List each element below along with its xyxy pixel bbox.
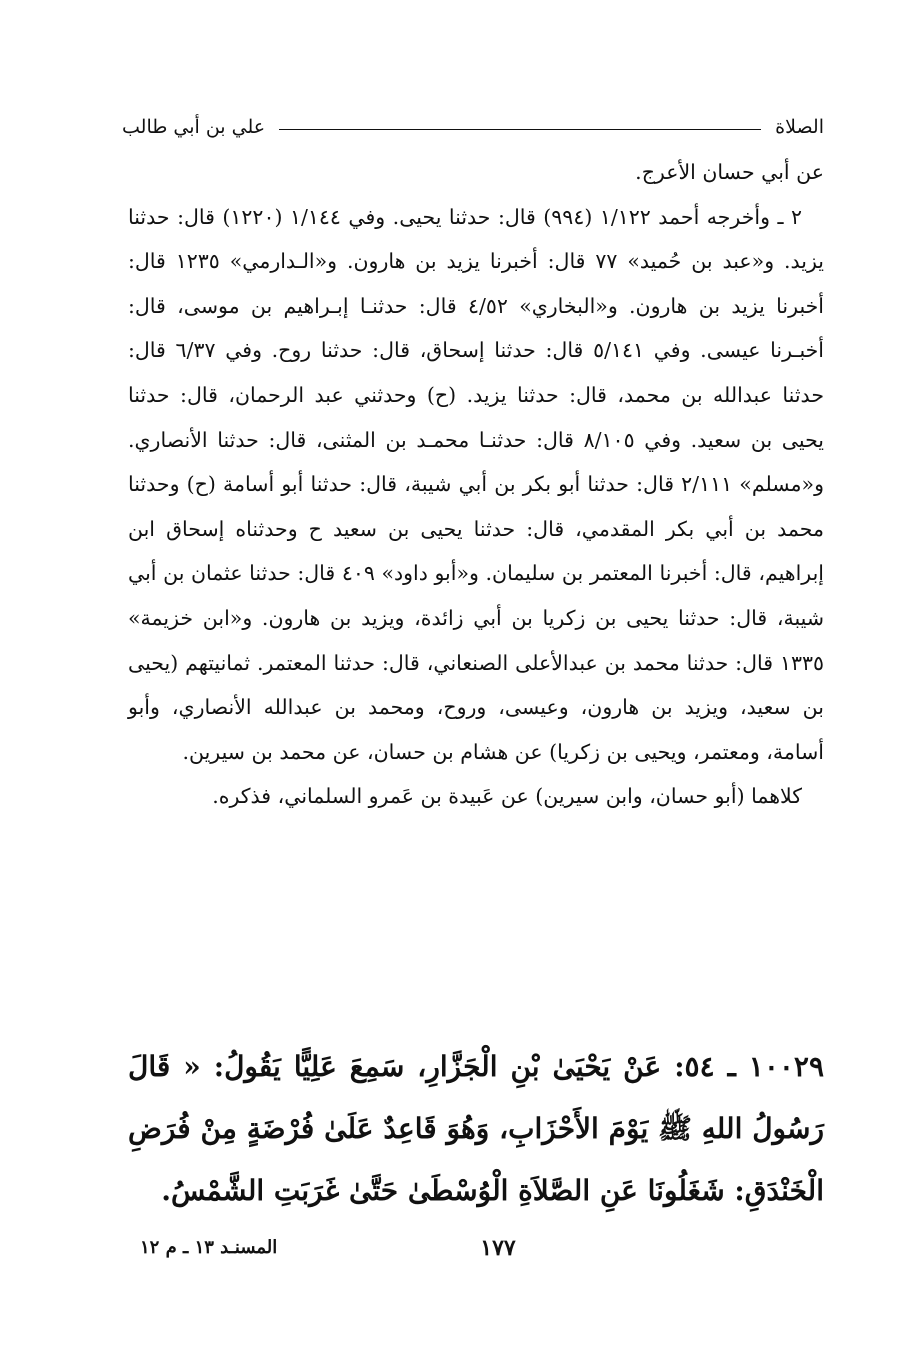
header-section-title: علي بن أبي طالب <box>122 116 266 138</box>
hadith-paragraph: ١٠٠٢٩ ـ ٥٤: عَنْ يَحْيَىٰ بْنِ الْجَزَّارِ، سَمِعَ عَلِيًّا يَقُولُ: « قَالَ رَسُولُ اللهِ ﷺ يَوْمَ الأَحْزَابِ، وَهُوَ قَاعِدٌ عَلَىٰ فُرْضَةٍ مِنْ فُرَضِ الْخَنْدَقِ: شَغَلُونَا عَنِ الصَّلاَةِ الْوُسْطَىٰ حَتَّىٰ غَرَبَتِ الشَّمْسُ. <box>128 1050 824 1207</box>
paragraph-3: كلاهما (أبو حسان، وابن سيرين) عن عَبيدة بن عَمرو السلماني، فذكره. <box>212 784 802 809</box>
body-text <box>128 150 824 819</box>
hadith-text <box>128 1036 824 1222</box>
running-header <box>122 112 824 142</box>
page-footer <box>140 1235 824 1275</box>
paragraph-1: عن أبي حسان الأعرج. <box>635 160 824 184</box>
paragraph-2: ٢ ـ وأخرجه أحمد ١/١٢٢ (٩٩٤) قال: حدثنا يحيى. وفي ١/١٤٤ (١٢٢٠) قال: حدثنا يزيد. و«عبد بن حُميد» ٧٧ قال: أخبرنا يزيد بن هارون. و«الـدارمي» ١٢٣٥ قال: أخبرنا يزيد بن هارون. و«البخاري» ٤/٥٢ قال: حدثنـا إبـراهيم بن موسى، قال: أخبـرنا عيسى. وفي ٥/١٤١ قال: حدثنا إسحاق، قال: حدثنا روح. وفي ٦/٣٧ قال: حدثنا عبدالله بن محمد، قال: حدثنا يزيد. (ح) وحدثني عبد الرحمان، قال: حدثنا يحيى بن سعيد. وفي ٨/١٠٥ قال: حدثنـا محمـد بن المثنى، قال: حدثنا الأنصاري. و«مسلم» ٢/١١١ قال: حدثنا أبو بكر بن أبي شيبة، قال: حدثنا أبو أسامة (ح) وحدثنا محمد بن أبي بكر المقدمي، قال: حدثنا يحيى بن سعيد ح وحدثناه إسحاق ابن إبراهيم، قال: أخبرنا المعتمر بن سليمان. و«أبو داود» ٤٠٩ قال: حدثنا عثمان بن أبي شيبة، قال: حدثنا يحيى بن زكريا بن أبي زائدة، ويزيد بن هارون. و«ابن خزيمة» ١٣٣٥ قال: حدثنا محمد بن عبدالأعلى الصنعاني، قال: حدثنا المعتمر. ثمانيتهم (يحيى بن سعيد، ويزيد بن هارون، وعيسى، وروح، ومحمد بن عبدالله الأنصاري، وأبو أسامة، ومعتمر، ويحيى بن زكريا) عن هشام بن حسان، عن محمد بن سيرين. <box>128 204 825 764</box>
header-rule <box>279 129 761 130</box>
printer-signature: المسنـد ١٣ ـ م ١٢ <box>140 1237 278 1258</box>
page-number: ١٧٧ <box>480 1235 516 1261</box>
header-chapter-title: الصلاة <box>775 116 824 138</box>
